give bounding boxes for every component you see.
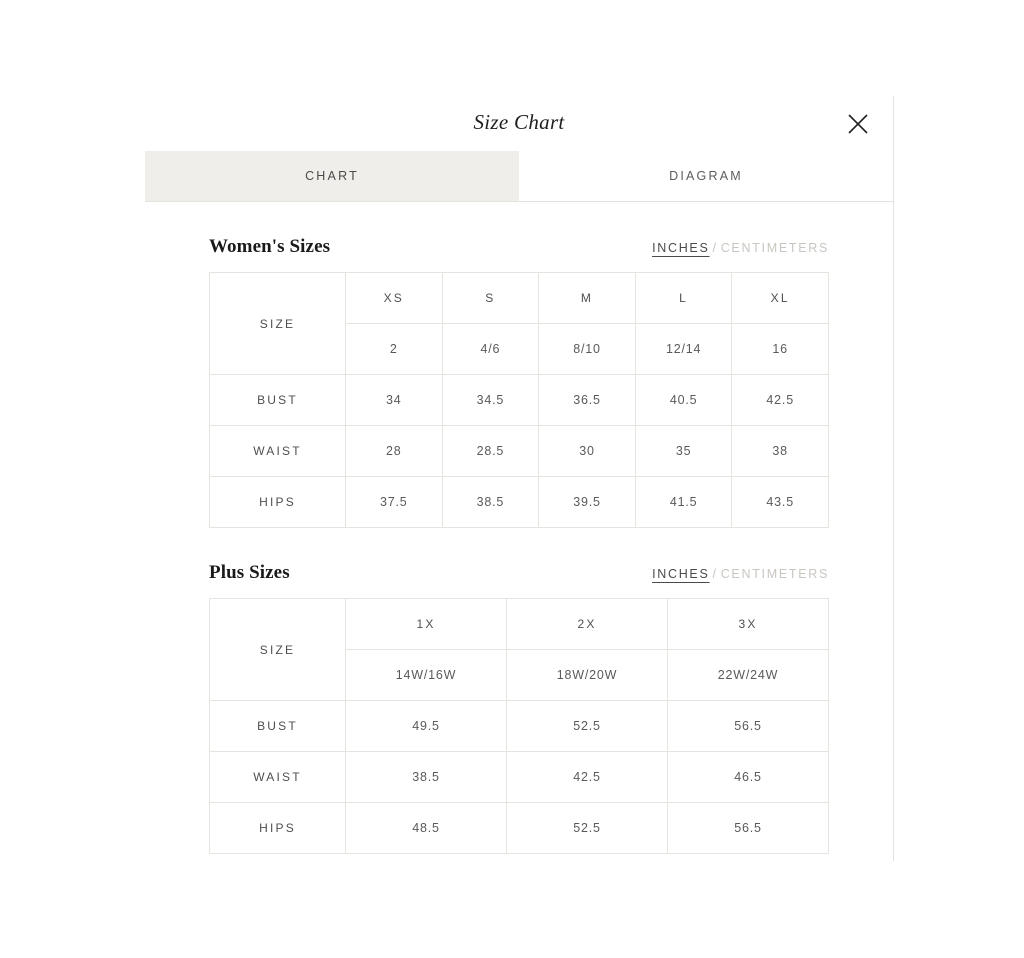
tab-diagram[interactable]: DIAGRAM: [519, 151, 893, 201]
size-cell-s: S: [442, 273, 539, 324]
bust-value-5: 42.5: [732, 375, 829, 426]
size-cell-3x: 3X: [668, 599, 829, 650]
size-chart-modal: [145, 96, 894, 861]
row-label-bust: BUST: [210, 375, 346, 426]
size-cell-xs: XS: [346, 273, 443, 324]
unit-inches-womens[interactable]: INCHES: [652, 241, 710, 255]
unit-toggle-womens: [652, 241, 829, 255]
table-row: [210, 599, 829, 650]
modal-header: [145, 96, 893, 151]
bust-value-3: 36.5: [539, 375, 636, 426]
page-title: Size Chart: [473, 110, 565, 134]
unit-toggle-plus: [652, 567, 829, 581]
waist-value-2: 28.5: [442, 426, 539, 477]
modal-content: [145, 236, 893, 854]
hips-value-3: 39.5: [539, 477, 636, 528]
numeric-size-cell-3: 22W/24W: [668, 650, 829, 701]
tab-bar: [145, 151, 893, 202]
unit-inches-plus[interactable]: INCHES: [652, 567, 710, 581]
plus-size-table: [209, 598, 829, 854]
size-cell-m: M: [539, 273, 636, 324]
womens-size-table: [209, 272, 829, 528]
numeric-size-cell-1: 2: [346, 324, 443, 375]
numeric-size-cell-2: 18W/20W: [507, 650, 668, 701]
hips-value-5: 43.5: [732, 477, 829, 528]
size-cell-l: L: [635, 273, 732, 324]
table-row: [210, 375, 829, 426]
bust-value-4: 40.5: [635, 375, 732, 426]
waist-value-5: 38: [732, 426, 829, 477]
waist-value-1: 28: [346, 426, 443, 477]
table-row: [210, 426, 829, 477]
bust-value-2: 34.5: [442, 375, 539, 426]
hips-value-4: 41.5: [635, 477, 732, 528]
hips-value-2: 52.5: [507, 803, 668, 854]
unit-separator-plus: /: [712, 567, 718, 581]
section-title-womens: Women's Sizes: [209, 236, 331, 257]
tab-chart[interactable]: CHART: [145, 151, 519, 201]
waist-value-4: 35: [635, 426, 732, 477]
unit-centimeters-plus[interactable]: CENTIMETERS: [720, 567, 829, 581]
bust-value-2: 52.5: [507, 701, 668, 752]
unit-separator-womens: /: [712, 241, 718, 255]
row-label-bust: BUST: [210, 701, 346, 752]
hips-value-3: 56.5: [668, 803, 829, 854]
hips-value-1: 37.5: [346, 477, 443, 528]
numeric-size-cell-1: 14W/16W: [346, 650, 507, 701]
bust-value-1: 34: [346, 375, 443, 426]
numeric-size-cell-5: 16: [732, 324, 829, 375]
row-label-hips: HIPS: [210, 803, 346, 854]
close-icon[interactable]: [842, 108, 874, 140]
section-header-plus: [209, 562, 829, 584]
row-label-waist: WAIST: [210, 752, 346, 803]
waist-value-2: 42.5: [507, 752, 668, 803]
hips-value-1: 48.5: [346, 803, 507, 854]
waist-value-1: 38.5: [346, 752, 507, 803]
bust-value-1: 49.5: [346, 701, 507, 752]
section-header-womens: [209, 236, 829, 258]
table-row: [210, 752, 829, 803]
section-title-plus: Plus Sizes: [209, 562, 290, 583]
size-cell-1x: 1X: [346, 599, 507, 650]
row-label-size: SIZE: [210, 273, 346, 375]
row-label-waist: WAIST: [210, 426, 346, 477]
size-cell-xl: XL: [732, 273, 829, 324]
numeric-size-cell-3: 8/10: [539, 324, 636, 375]
table-row: [210, 701, 829, 752]
waist-value-3: 46.5: [668, 752, 829, 803]
numeric-size-cell-4: 12/14: [635, 324, 732, 375]
hips-value-2: 38.5: [442, 477, 539, 528]
table-row: [210, 803, 829, 854]
waist-value-3: 30: [539, 426, 636, 477]
numeric-size-cell-2: 4/6: [442, 324, 539, 375]
unit-centimeters-womens[interactable]: CENTIMETERS: [720, 241, 829, 255]
table-row: [210, 273, 829, 324]
bust-value-3: 56.5: [668, 701, 829, 752]
row-label-hips: HIPS: [210, 477, 346, 528]
row-label-size: SIZE: [210, 599, 346, 701]
table-row: [210, 477, 829, 528]
size-cell-2x: 2X: [507, 599, 668, 650]
